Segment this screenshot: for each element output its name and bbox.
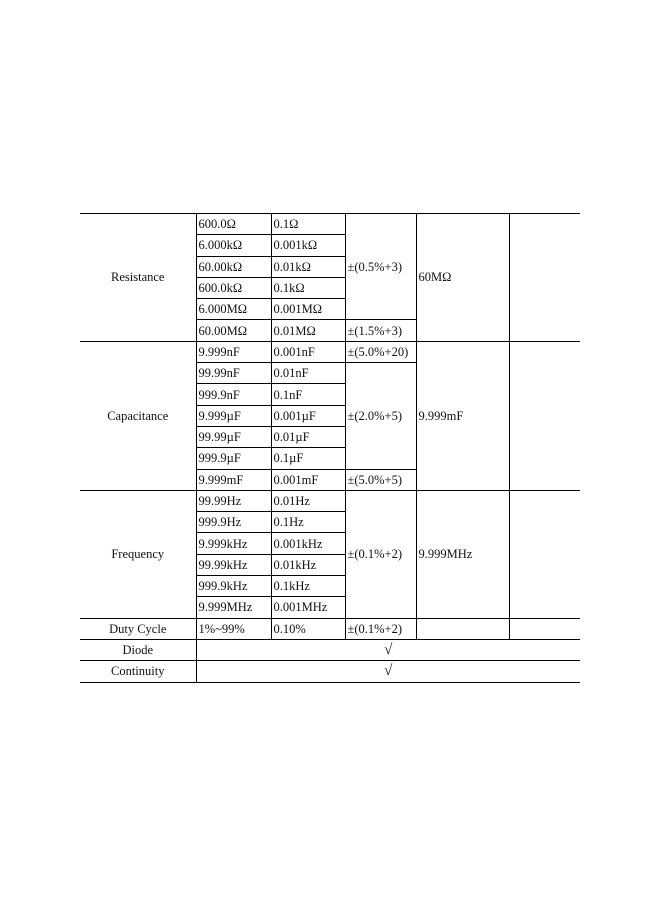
table-row: [80, 661, 580, 682]
resolution-cell: 0.01kΩ: [271, 256, 345, 277]
range-cell: 9.999kHz: [196, 533, 271, 554]
empty-cell: [509, 618, 580, 639]
spec-table: [80, 213, 580, 683]
table-row: [80, 214, 580, 235]
accuracy-cell: ±(0.1%+2): [345, 490, 416, 618]
resolution-cell: 0.001nF: [271, 341, 345, 362]
accuracy-cell: ±(2.0%+5): [345, 363, 416, 469]
range-cell: 999.9nF: [196, 384, 271, 405]
range-cell: 99.99µF: [196, 426, 271, 447]
table-row: [80, 490, 580, 511]
resolution-cell: 0.01MΩ: [271, 320, 345, 341]
resolution-cell: 0.001mF: [271, 469, 345, 490]
range-cell: 999.9Hz: [196, 512, 271, 533]
range-cell: 1%~99%: [196, 618, 271, 639]
function-name: Frequency: [80, 490, 196, 618]
range-cell: 999.9kHz: [196, 576, 271, 597]
resolution-cell: 0.1Ω: [271, 214, 345, 235]
empty-cell: [509, 214, 580, 342]
range-cell: 6.000kΩ: [196, 235, 271, 256]
resolution-cell: 0.001kHz: [271, 533, 345, 554]
function-name: Duty Cycle: [80, 618, 196, 639]
check-mark: √: [196, 639, 580, 660]
range-cell: 99.99nF: [196, 363, 271, 384]
resolution-cell: 0.001µF: [271, 405, 345, 426]
resolution-cell: 0.001kΩ: [271, 235, 345, 256]
accuracy-cell: ±(0.5%+3): [345, 214, 416, 320]
table-row: [80, 618, 580, 639]
range-cell: 600.0kΩ: [196, 277, 271, 298]
resolution-cell: 0.01µF: [271, 426, 345, 447]
range-cell: 600.0Ω: [196, 214, 271, 235]
resolution-cell: 0.1nF: [271, 384, 345, 405]
resolution-cell: 0.01Hz: [271, 490, 345, 511]
range-cell: 9.999nF: [196, 341, 271, 362]
range-cell: 9.999mF: [196, 469, 271, 490]
function-name: Diode: [80, 639, 196, 660]
accuracy-cell: ±(1.5%+3): [345, 320, 416, 341]
resolution-cell: 0.1kΩ: [271, 277, 345, 298]
max-cell: 60MΩ: [416, 214, 509, 342]
resolution-cell: 0.1Hz: [271, 512, 345, 533]
max-cell: 9.999mF: [416, 341, 509, 490]
accuracy-cell: ±(0.1%+2): [345, 618, 416, 639]
resolution-cell: 0.10%: [271, 618, 345, 639]
range-cell: 999.9µF: [196, 448, 271, 469]
accuracy-cell: ±(5.0%+20): [345, 341, 416, 362]
empty-cell: [509, 490, 580, 618]
function-name: Resistance: [80, 214, 196, 342]
function-name: Capacitance: [80, 341, 196, 490]
resolution-cell: 0.01nF: [271, 363, 345, 384]
range-cell: 9.999µF: [196, 405, 271, 426]
range-cell: 99.99kHz: [196, 554, 271, 575]
table-row: [80, 341, 580, 362]
resolution-cell: 0.1kHz: [271, 576, 345, 597]
resolution-cell: 0.001MΩ: [271, 299, 345, 320]
resolution-cell: 0.01kHz: [271, 554, 345, 575]
function-name: Continuity: [80, 661, 196, 682]
range-cell: 60.00kΩ: [196, 256, 271, 277]
check-mark: √: [196, 661, 580, 682]
max-cell: [416, 618, 509, 639]
resolution-cell: 0.001MHz: [271, 597, 345, 618]
resolution-cell: 0.1µF: [271, 448, 345, 469]
empty-cell: [509, 341, 580, 490]
range-cell: 9.999MHz: [196, 597, 271, 618]
accuracy-cell: ±(5.0%+5): [345, 469, 416, 490]
range-cell: 60.00MΩ: [196, 320, 271, 341]
range-cell: 6.000MΩ: [196, 299, 271, 320]
max-cell: 9.999MHz: [416, 490, 509, 618]
table-row: [80, 639, 580, 660]
range-cell: 99.99Hz: [196, 490, 271, 511]
